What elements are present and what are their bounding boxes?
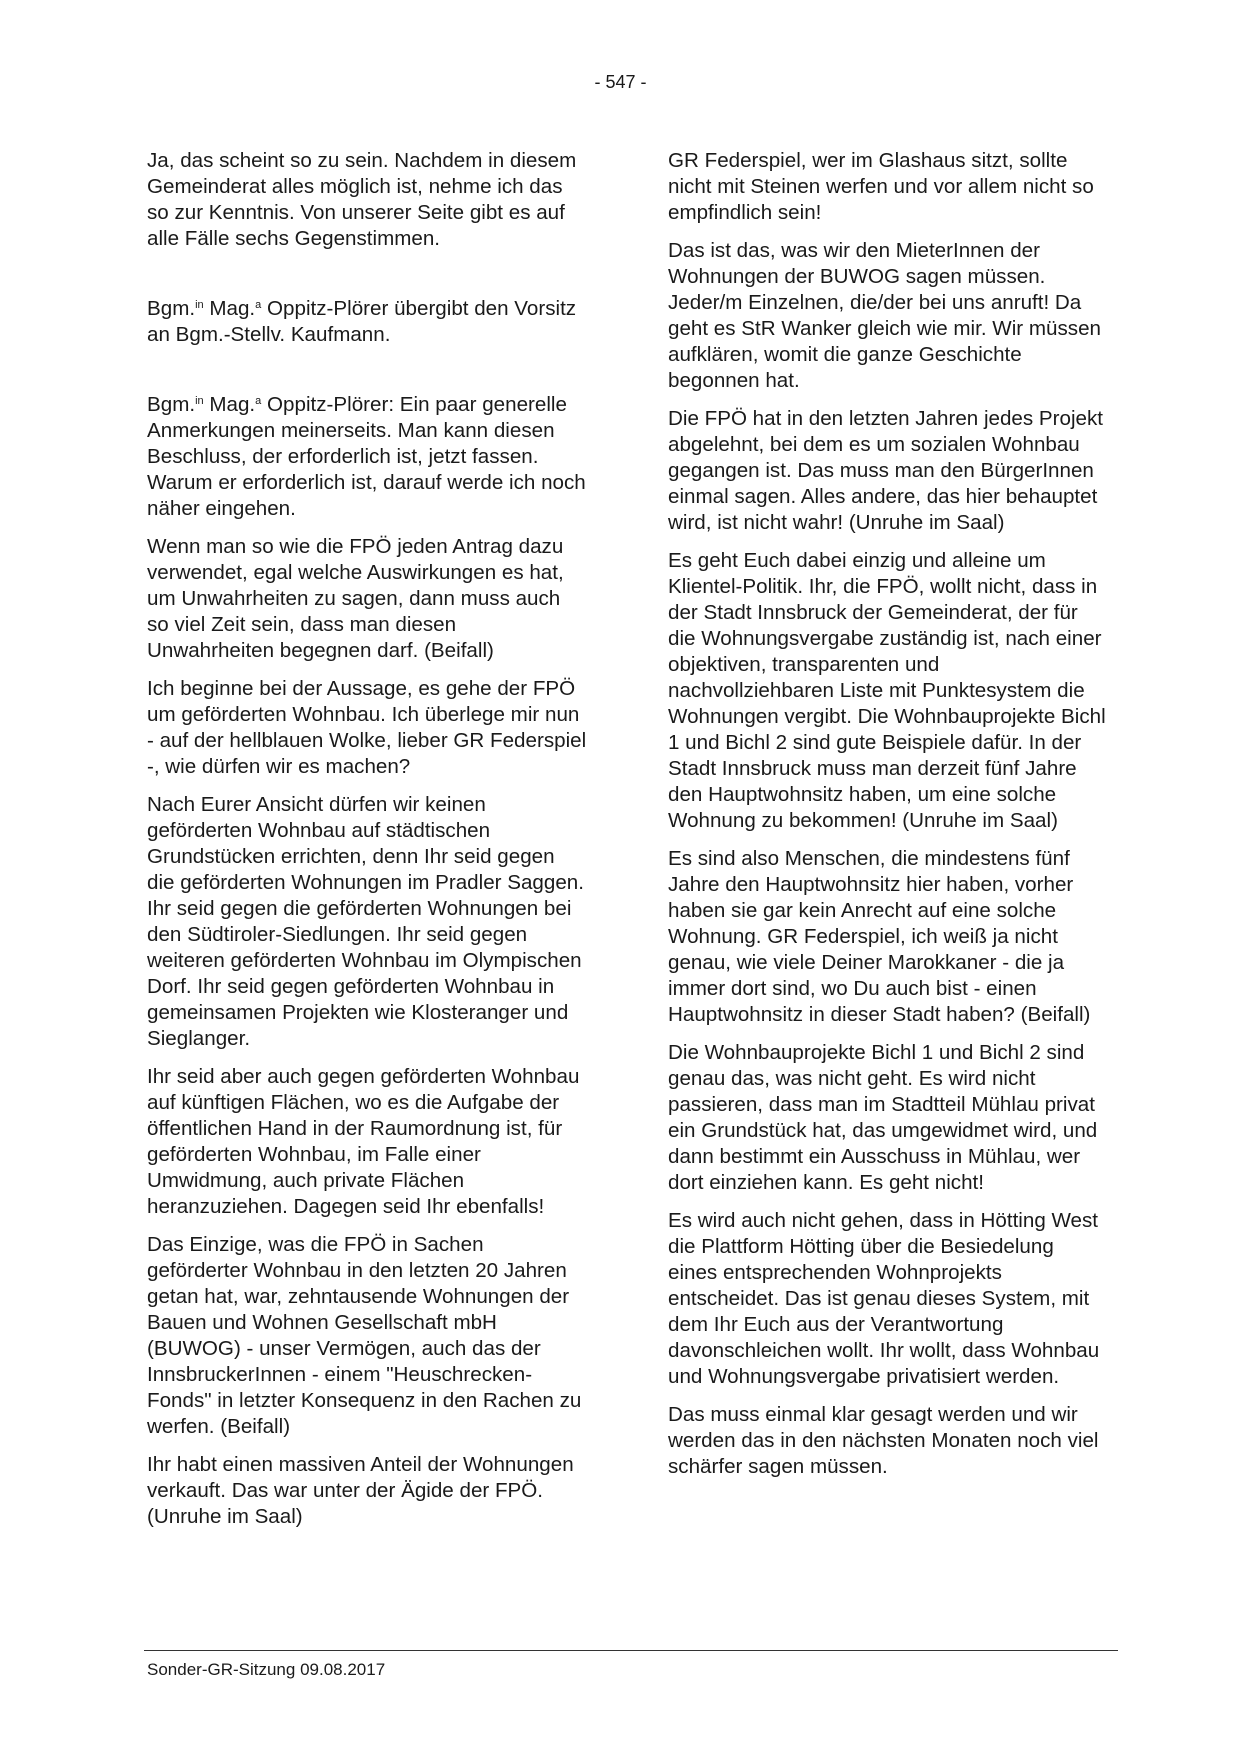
footer-divider (144, 1650, 1118, 1651)
speaker-name: Oppitz-Plörer (267, 297, 389, 320)
paragraph: Die FPÖ hat in den letzten Jahren jedes Projekt abgelehnt, bei dem es um sozialen Wohnbau gegangen ist. Das muss man den BürgerInnen einmal sagen. Alles andere, das hier behauptet wird, ist nicht wahr! (Unruhe im Saal) (668, 407, 1103, 534)
speaker-title: Bgm. (147, 393, 196, 416)
chair-handover (147, 296, 587, 348)
right-column (668, 148, 1108, 1492)
paragraph: Das muss einmal klar gesagt werden und wir werden das in den nächsten Monaten noch viel schärfer sagen müssen. (668, 1403, 1099, 1478)
speaker-title: Bgm. (147, 297, 196, 320)
speaker-name: Oppitz-Plörer (267, 393, 389, 416)
paragraph: Es sind also Menschen, die mindestens fünf Jahre den Hauptwohnsitz hier haben, vorher haben sie gar kein Anrecht auf eine solche Wohnung. GR Federspiel, ich weiß ja nicht genau, wie viele Deiner Marokkaner - die ja immer dort sind, wo Du auch bist - einen Hauptwohnsitz in dieser Stadt haben? (Beifall) (668, 847, 1091, 1026)
speaker-degree-sup: a (255, 299, 262, 311)
paragraph: Ich beginne bei der Aussage, es gehe der FPÖ um geförderten Wohnbau. Ich überlege mir nun - auf der hellblauen Wolke, lieber GR Federspiel -, wie dürfen wir es machen? (147, 677, 587, 778)
speaker-degree-sup: a (255, 395, 262, 407)
paragraph: Die Wohnbauprojekte Bichl 1 und Bichl 2 sind genau das, was nicht geht. Es wird nicht passieren, dass man im Stadtteil Mühlau privat ein Grundstück hat, das umgewidmet wird, und dann bestimmt ein Ausschuss in Mühlau, wer dort einziehen kann. Es geht nicht! (668, 1041, 1098, 1194)
paragraph: Das Einzige, was die FPÖ in Sachen geförderter Wohnbau in den letzten 20 Jahren getan hat, war, zehntausende Wohnungen der Bauen und Wohnen Gesellschaft mbH (BUWOG) - unser Vermögen, auch das der InnsbruckerInnen - einem "Heuschrecken-Fonds" in letzter Konsequenz in den Rachen zu werfen. (Beifall) (147, 1233, 582, 1438)
paragraph: Wenn man so wie die FPÖ jeden Antrag dazu verwendet, egal welche Auswirkungen es hat, um Unwahrheiten zu sagen, dann muss auch so viel Zeit sein, dass man diesen Unwahrheiten begegnen darf. (Beifall) (147, 535, 564, 662)
paragraph: Das ist das, was wir den MieterInnen der Wohnungen der BUWOG sagen müssen. Jeder/m Einzelnen, die/der bei uns anruft! Da geht es StR Wanker gleich wie mir. Wir müssen aufklären, womit die ganze Geschichte begonnen hat. (668, 239, 1101, 392)
speaker-degree: Mag. (209, 297, 256, 320)
handover-text: übergibt den Vorsitz an Bgm.-Stellv. Kaufmann. (147, 297, 577, 346)
speech-intro (147, 392, 587, 522)
paragraph: Ihr seid aber auch gegen geförderten Wohnbau auf künftigen Flächen, wo es die Aufgabe der öffentlichen Hand in der Raumordnung ist, für geförderten Wohnbau, im Falle einer Umwidmung, auch private Flächen heranzuziehen. Dagegen seid Ihr ebenfalls! (147, 1065, 580, 1218)
paragraph: Ihr habt einen massiven Anteil der Wohnungen verkauft. Das war unter der Ägide der FPÖ. (Unruhe im Saal) (147, 1453, 574, 1528)
paragraph: Ja, das scheint so zu sein. Nachdem in diesem Gemeinderat alles möglich ist, nehme ich das so zur Kenntnis. Von unserer Seite gibt es auf alle Fälle sechs Gegenstimmen. (147, 149, 577, 250)
speech-intro-text: : Ein paar generelle Anmerkungen meinerseits. Man kann diesen Beschluss, der erforderlich ist, jetzt fassen. Warum er erforderlich ist, darauf werde ich noch näher eingehen. (147, 393, 586, 520)
paragraph: Es geht Euch dabei einzig und alleine um Klientel-Politik. Ihr, die FPÖ, wollt nicht, dass in der Stadt Innsbruck der Gemeinderat, der für die Wohnungsvergabe zuständig ist, nach einer objektiven, transparenten und nachvollziehbaren Liste mit Punktesystem die Wohnungen vergibt. Die Wohnbauprojekte Bichl 1 und Bichl 2 sind gute Beispiele dafür. In der Stadt Innsbruck muss man derzeit fünf Jahre den Hauptwohnsitz haben, um eine solche Wohnung zu bekommen! (Unruhe im Saal) (668, 549, 1106, 832)
footer-session-label: Sonder-GR-Sitzung 09.08.2017 (147, 1660, 386, 1679)
speaker-title-sup: in (195, 395, 204, 407)
paragraph: GR Federspiel, wer im Glashaus sitzt, sollte nicht mit Steinen werfen und vor allem nicht so empfindlich sein! (668, 149, 1094, 224)
left-column (147, 148, 587, 1542)
paragraph: Es wird auch nicht gehen, dass in Hötting West die Plattform Hötting über die Besiedelung eines entsprechenden Wohnprojekts entscheidet. Das ist genau dieses System, mit dem Ihr Euch aus der Verantwortung davonschleichen wollt. Ihr wollt, dass Wohnbau und Wohnungsvergabe privatisiert werden. (668, 1209, 1100, 1388)
page-number: - 547 - (594, 72, 647, 92)
speaker-title-sup: in (195, 299, 204, 311)
speaker-degree: Mag. (209, 393, 256, 416)
paragraph: Nach Eurer Ansicht dürfen wir keinen geförderten Wohnbau auf städtischen Grundstücken errichten, denn Ihr seid gegen die geförderten Wohnungen im Pradler Saggen. Ihr seid gegen die geförderten Wohnungen bei den Südtiroler-Siedlungen. Ihr seid gegen weiteren geförderten Wohnbau im Olympischen Dorf. Ihr seid gegen geförderten Wohnbau in gemeinsamen Projekten wie Klosteranger und Sieglanger. (147, 793, 584, 1050)
